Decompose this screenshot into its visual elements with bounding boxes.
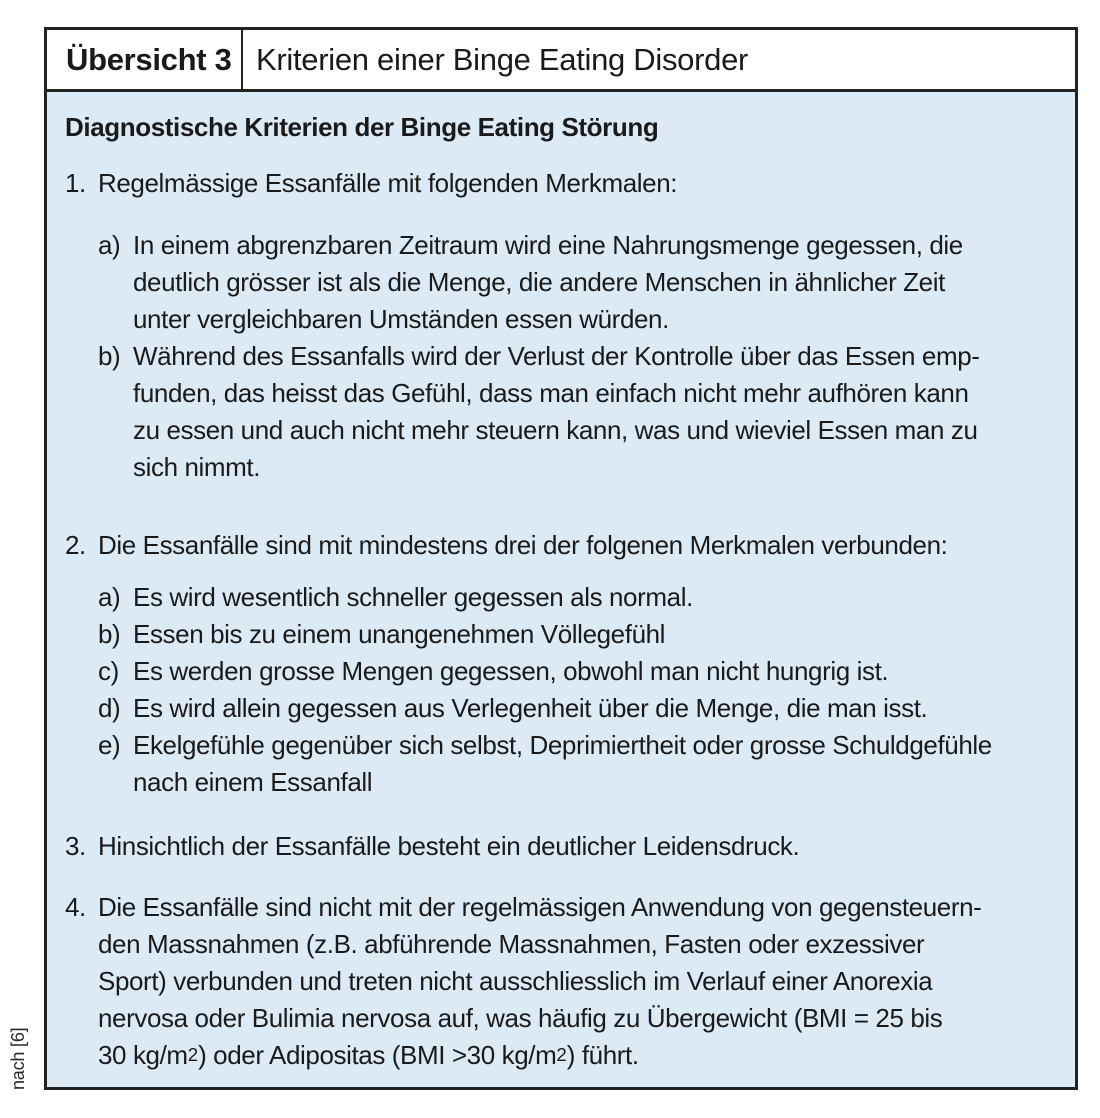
- text-lines: [133, 338, 980, 486]
- text-line: Regelmässige Essanfälle mit folgenden Merkmalen:: [98, 168, 678, 198]
- item-marker: b): [98, 619, 121, 649]
- text-lines: [133, 579, 693, 616]
- criteria-list: [65, 165, 1057, 1076]
- item-marker: c): [98, 656, 119, 686]
- text-line: nach einem Essanfall: [133, 767, 373, 797]
- text-line: deutlich grösser ist als die Menge, die andere Menschen in ähnlicher Zeit: [133, 267, 945, 297]
- text-line: Sport) verbunden und treten nicht ausschliesslich im Verlauf einer Anorexia: [98, 966, 933, 996]
- criteria-item: [65, 889, 1057, 1076]
- text-lines: [133, 616, 665, 653]
- text-line: unter vergleichbaren Umständen essen würden.: [133, 304, 669, 334]
- table-header-label: Übersicht 3: [47, 30, 243, 89]
- criteria-subitem: [98, 690, 1057, 727]
- item-marker: d): [98, 693, 121, 723]
- item-marker: b): [98, 341, 121, 371]
- text-line: Während des Essanfalls wird der Verlust der Kontrolle über das Essen emp-: [133, 341, 980, 371]
- criteria-item: [65, 165, 1057, 486]
- criteria-subitem: [98, 616, 1057, 653]
- text-line: Es wird wesentlich schneller gegessen als normal.: [133, 582, 693, 612]
- criteria-heading: Diagnostische Kriterien der Binge Eating Störung: [65, 112, 659, 142]
- text-lines: [133, 653, 888, 690]
- text-line: 30 kg/m2) oder Adipositas (BMI >30 kg/m2) führt.: [98, 1040, 639, 1070]
- text-lines: [98, 165, 677, 202]
- item-marker: a): [98, 230, 121, 260]
- criteria-table: [44, 27, 1078, 1090]
- text-lines: [133, 227, 963, 338]
- text-lines: [133, 727, 992, 801]
- item-marker: 1.: [65, 168, 86, 198]
- text-line: zu essen und auch nicht mehr steuern kann, was und wieviel Essen man zu: [133, 415, 978, 445]
- criteria-subitem: [98, 727, 1057, 801]
- text-lines: [98, 889, 981, 1076]
- criteria-subitem: [98, 653, 1057, 690]
- criteria-item-text: [65, 527, 1057, 564]
- text-lines: [98, 527, 947, 564]
- superscript-2: 2: [187, 1044, 199, 1065]
- criteria-item-text: [65, 165, 1057, 202]
- criteria-sublist: [98, 227, 1057, 486]
- item-marker: 3.: [65, 831, 86, 861]
- text-line: nervosa oder Bulimia nervosa auf, was häufig zu Übergewicht (BMI = 25 bis: [98, 1003, 943, 1033]
- criteria-item: [65, 828, 1057, 865]
- superscript-2: 2: [556, 1044, 567, 1065]
- table-header-title: Kriterien einer Binge Eating Disorder: [256, 41, 749, 77]
- source-citation: nach [6]: [8, 1027, 28, 1090]
- criteria-subitem: [98, 227, 1057, 338]
- text-line: Ekelgefühle gegenüber sich selbst, Deprimiertheit oder grosse Schuldgefühle: [133, 730, 992, 760]
- text-line: den Massnahmen (z.B. abführende Massnahmen, Fasten oder exzessiver: [98, 929, 925, 959]
- text-line: Die Essanfälle sind mit mindestens drei der folgenen Merkmalen verbunden:: [98, 530, 948, 560]
- item-marker: 2.: [65, 530, 86, 560]
- table-body: [47, 92, 1075, 1087]
- item-marker: a): [98, 582, 121, 612]
- item-marker: e): [98, 730, 121, 760]
- text-line: In einem abgrenzbaren Zeitraum wird eine Nahrungsmenge gegessen, die: [133, 230, 963, 260]
- criteria-subitem: [98, 579, 1057, 616]
- text-lines: [133, 690, 927, 727]
- text-line: Essen bis zu einem unangenehmen Völlegefühl: [133, 619, 666, 649]
- criteria-item: [65, 527, 1057, 801]
- text-line: Es werden grosse Mengen gegessen, obwohl man nicht hungrig ist.: [133, 656, 889, 686]
- text-line: sich nimmt.: [133, 452, 261, 482]
- text-line: Hinsichtlich der Essanfälle besteht ein deutlicher Leidensdruck.: [98, 831, 800, 861]
- criteria-subitem: [98, 338, 1057, 486]
- criteria-item-text: [65, 889, 1057, 1076]
- item-marker: 4.: [65, 892, 86, 922]
- text-line: Es wird allein gegessen aus Verlegenheit über die Menge, die man isst.: [133, 693, 928, 723]
- text-line: Die Essanfälle sind nicht mit der regelmässigen Anwendung von gegensteuern-: [98, 892, 982, 922]
- criteria-item-text: [65, 828, 1057, 865]
- text-line: funden, das heisst das Gefühl, dass man einfach nicht mehr aufhören kann: [133, 378, 969, 408]
- criteria-sublist: [98, 579, 1057, 801]
- text-lines: [98, 828, 799, 865]
- table-header-row: [47, 30, 1075, 92]
